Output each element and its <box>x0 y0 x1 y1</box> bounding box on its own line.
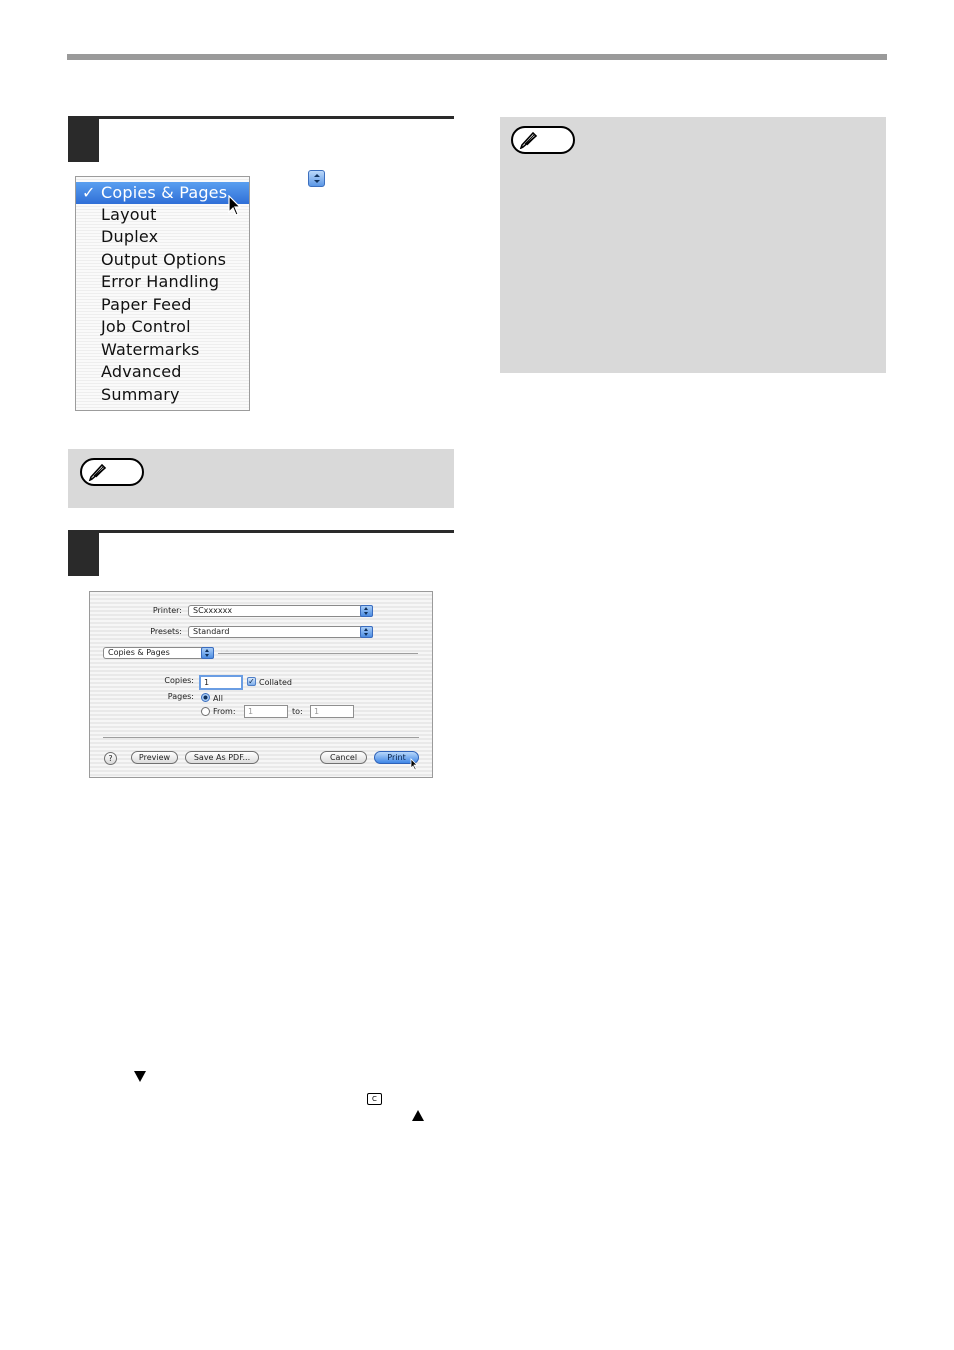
print-button[interactable]: Print <box>374 751 419 764</box>
pages-all-label: All <box>213 694 223 703</box>
pages-all-radio[interactable] <box>201 693 210 702</box>
note-badge <box>80 458 144 486</box>
collated-checkbox[interactable]: ✓ <box>248 677 255 686</box>
to-label: to: <box>292 707 303 716</box>
checkmark-icon: ✓ <box>82 183 96 202</box>
menu-item-copies-pages[interactable] <box>76 182 249 204</box>
preview-button[interactable]: Preview <box>131 751 178 764</box>
presets-value: Standard <box>193 627 230 636</box>
menu-item-label: Duplex <box>101 227 159 246</box>
menu-item-label: Watermarks <box>101 340 200 359</box>
menu-item-label: Error Handling <box>101 272 220 291</box>
from-label: From: <box>213 707 236 716</box>
step-1-marker <box>68 118 99 162</box>
panel-select[interactable] <box>103 647 214 659</box>
pages-range-radio[interactable] <box>201 707 210 716</box>
step-2-rule <box>68 530 454 533</box>
from-input[interactable]: 1 <box>244 705 288 718</box>
collated-label: Collated <box>259 678 292 687</box>
up-down-stepper-icon <box>308 170 325 187</box>
menu-item-summary[interactable] <box>76 384 249 406</box>
menu-item-output-options[interactable] <box>76 249 249 271</box>
menu-item-duplex[interactable] <box>76 226 249 248</box>
to-input[interactable]: 1 <box>310 705 354 718</box>
copies-input[interactable]: 1 <box>199 675 243 690</box>
menu-item-paper-feed[interactable] <box>76 294 249 316</box>
save-as-pdf-button[interactable]: Save As PDF... <box>185 751 259 764</box>
step-1-rule <box>68 116 454 119</box>
stepper-icon <box>360 605 373 617</box>
menu-item-job-control[interactable] <box>76 316 249 338</box>
pages-label: Pages: <box>167 692 194 701</box>
arrow-cursor-icon <box>410 758 419 771</box>
pencil-icon <box>88 463 110 481</box>
copies-label: Copies: <box>164 676 194 685</box>
note-box <box>500 117 886 373</box>
triangle-down-icon <box>134 1071 146 1082</box>
menu-item-layout[interactable] <box>76 204 249 226</box>
menu-item-label: Advanced <box>101 362 182 381</box>
menu-item-label: Output Options <box>101 250 227 269</box>
stepper-icon <box>201 647 214 659</box>
printer-label: Printer: <box>152 606 182 615</box>
header-rule <box>67 54 887 60</box>
triangle-up-icon <box>412 1110 424 1121</box>
pencil-icon <box>519 131 541 149</box>
printer-select[interactable] <box>188 605 373 617</box>
clear-key-icon: C <box>367 1093 382 1105</box>
panel-value: Copies & Pages <box>108 648 170 657</box>
menu-item-label: Summary <box>101 385 180 404</box>
step-2-marker <box>68 532 99 576</box>
presets-select[interactable] <box>188 626 373 638</box>
menu-item-watermarks[interactable] <box>76 339 249 361</box>
menu-item-advanced[interactable] <box>76 361 249 383</box>
menu-item-label: Paper Feed <box>101 295 192 314</box>
presets-label: Presets: <box>150 627 182 636</box>
menu-item-label: Copies & Pages <box>101 183 228 202</box>
menu-item-label: Job Control <box>101 317 191 336</box>
stepper-icon <box>360 626 373 638</box>
help-button[interactable]: ? <box>104 752 117 765</box>
printer-value: SCxxxxxx <box>193 606 233 615</box>
cancel-button[interactable]: Cancel <box>320 751 367 764</box>
print-dialog <box>89 591 433 778</box>
menu-item-label: Layout <box>101 205 157 224</box>
arrow-cursor-icon <box>228 195 242 217</box>
separator <box>103 737 419 738</box>
note-box <box>68 449 454 508</box>
panel-popup-menu[interactable] <box>75 176 250 411</box>
note-badge <box>511 126 575 154</box>
separator <box>218 653 418 654</box>
menu-item-error-handling[interactable] <box>76 271 249 293</box>
